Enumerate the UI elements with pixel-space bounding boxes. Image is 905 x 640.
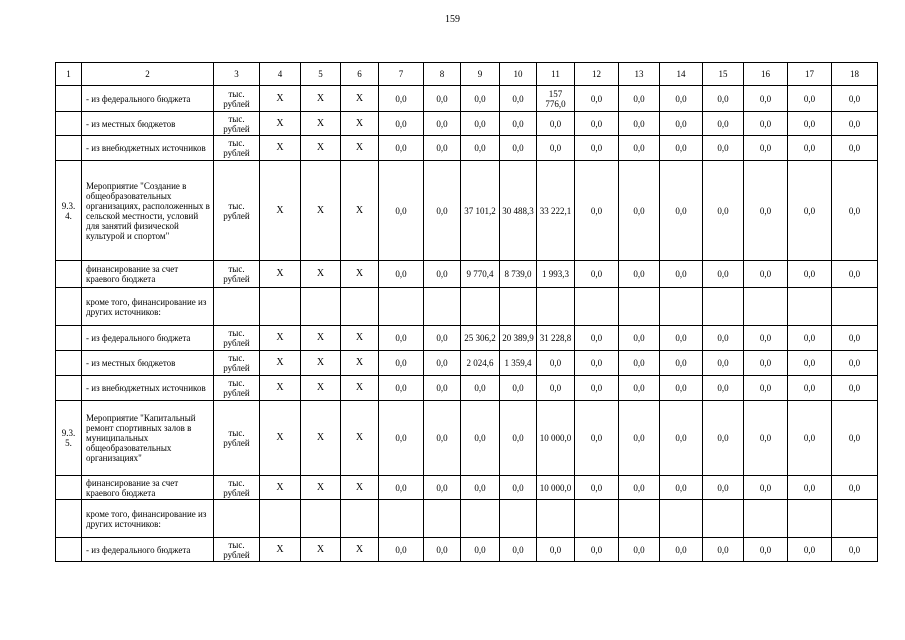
value-cell: 0,0 (619, 112, 660, 136)
item-number-cell (56, 351, 82, 376)
unit-cell: тыс. рублей (214, 136, 260, 161)
value-cell: 0,0 (744, 261, 788, 288)
value-cell (424, 288, 461, 326)
value-cell: 0,0 (537, 538, 575, 562)
value-cell: X (260, 112, 301, 136)
value-cell: 10 000,0 (537, 401, 575, 476)
value-cell: 0,0 (832, 86, 878, 112)
value-cell: 0,0 (575, 261, 619, 288)
value-cell (619, 500, 660, 538)
value-cell: 0,0 (461, 112, 500, 136)
item-number-cell (56, 538, 82, 562)
value-cell: X (260, 538, 301, 562)
item-name-cell: - из федерального бюджета (82, 86, 214, 112)
value-cell: 0,0 (379, 476, 424, 500)
column-header: 17 (788, 63, 832, 86)
value-cell: 0,0 (379, 376, 424, 401)
value-cell (788, 288, 832, 326)
value-cell: 0,0 (703, 112, 744, 136)
value-cell: 0,0 (703, 351, 744, 376)
unit-cell: тыс. рублей (214, 351, 260, 376)
item-number-cell (56, 136, 82, 161)
value-cell: X (341, 326, 379, 351)
column-header: 13 (619, 63, 660, 86)
value-cell: 0,0 (788, 401, 832, 476)
item-name-cell: - из федерального бюджета (82, 538, 214, 562)
value-cell: 0,0 (660, 261, 703, 288)
table-row (56, 538, 878, 562)
value-cell: 31 228,8 (537, 326, 575, 351)
value-cell: 0,0 (575, 136, 619, 161)
table-row (56, 261, 878, 288)
value-cell: X (301, 261, 341, 288)
table-row (56, 500, 878, 538)
value-cell (260, 500, 301, 538)
value-cell: 0,0 (660, 86, 703, 112)
item-name-cell: - из местных бюджетов (82, 112, 214, 136)
value-cell: X (260, 136, 301, 161)
value-cell: 25 306,2 (461, 326, 500, 351)
table-row (56, 351, 878, 376)
column-header: 5 (301, 63, 341, 86)
unit-cell: тыс. рублей (214, 161, 260, 261)
value-cell: 0,0 (619, 86, 660, 112)
value-cell: X (341, 161, 379, 261)
value-cell: 10 000,0 (537, 476, 575, 500)
column-header: 3 (214, 63, 260, 86)
value-cell: X (341, 376, 379, 401)
value-cell: 0,0 (619, 476, 660, 500)
value-cell: 0,0 (424, 476, 461, 500)
value-cell: 0,0 (461, 401, 500, 476)
table-row (56, 161, 878, 261)
value-cell: 0,0 (703, 538, 744, 562)
value-cell: X (260, 376, 301, 401)
item-number-cell: 9.3. 4. (56, 161, 82, 261)
value-cell: 0,0 (832, 136, 878, 161)
value-cell: 0,0 (461, 476, 500, 500)
value-cell: 0,0 (537, 136, 575, 161)
value-cell: 0,0 (832, 261, 878, 288)
value-cell: 0,0 (379, 351, 424, 376)
value-cell: 0,0 (461, 86, 500, 112)
value-cell: 0,0 (500, 538, 537, 562)
value-cell: 0,0 (461, 136, 500, 161)
column-header: 15 (703, 63, 744, 86)
unit-cell: тыс. рублей (214, 476, 260, 500)
value-cell: 0,0 (744, 476, 788, 500)
value-cell: 0,0 (575, 112, 619, 136)
value-cell: 0,0 (744, 86, 788, 112)
value-cell: X (301, 86, 341, 112)
value-cell: X (301, 401, 341, 476)
value-cell (500, 288, 537, 326)
value-cell: 0,0 (788, 326, 832, 351)
value-cell: X (260, 476, 301, 500)
value-cell: 0,0 (832, 326, 878, 351)
item-number-cell (56, 476, 82, 500)
value-cell: 0,0 (379, 86, 424, 112)
table-row (56, 401, 878, 476)
value-cell: 0,0 (744, 376, 788, 401)
value-cell: 0,0 (619, 261, 660, 288)
value-cell: 8 739,0 (500, 261, 537, 288)
item-number-cell (56, 288, 82, 326)
value-cell: X (341, 401, 379, 476)
value-cell: 0,0 (537, 112, 575, 136)
value-cell: 0,0 (703, 326, 744, 351)
value-cell: 0,0 (424, 261, 461, 288)
value-cell: 0,0 (660, 112, 703, 136)
value-cell: 1 359,4 (500, 351, 537, 376)
value-cell (461, 500, 500, 538)
value-cell: 157 776,0 (537, 86, 575, 112)
value-cell: 2 024,6 (461, 351, 500, 376)
column-header: 6 (341, 63, 379, 86)
table-row (56, 288, 878, 326)
column-header: 10 (500, 63, 537, 86)
value-cell: 0,0 (575, 476, 619, 500)
value-cell: 0,0 (788, 538, 832, 562)
value-cell: 0,0 (619, 161, 660, 261)
value-cell: 0,0 (379, 161, 424, 261)
value-cell: 0,0 (703, 136, 744, 161)
column-header: 2 (82, 63, 214, 86)
value-cell: 0,0 (619, 351, 660, 376)
value-cell (832, 288, 878, 326)
value-cell: 0,0 (379, 261, 424, 288)
value-cell (379, 288, 424, 326)
value-cell: 0,0 (660, 401, 703, 476)
value-cell: 0,0 (744, 401, 788, 476)
value-cell: 33 222,1 (537, 161, 575, 261)
value-cell: X (301, 326, 341, 351)
column-header: 12 (575, 63, 619, 86)
value-cell (301, 288, 341, 326)
value-cell: 0,0 (788, 261, 832, 288)
item-name-cell: - из федерального бюджета (82, 326, 214, 351)
value-cell (500, 500, 537, 538)
value-cell: 0,0 (619, 326, 660, 351)
unit-cell: тыс. рублей (214, 376, 260, 401)
value-cell: 0,0 (660, 136, 703, 161)
value-cell: 0,0 (744, 326, 788, 351)
value-cell: 0,0 (575, 401, 619, 476)
value-cell: 0,0 (424, 136, 461, 161)
value-cell: 0,0 (500, 136, 537, 161)
column-header: 9 (461, 63, 500, 86)
value-cell: 0,0 (619, 538, 660, 562)
value-cell (660, 500, 703, 538)
item-name-cell: финансирование за счет краевого бюджета (82, 261, 214, 288)
value-cell: 0,0 (660, 326, 703, 351)
value-cell: 9 770,4 (461, 261, 500, 288)
value-cell (703, 288, 744, 326)
unit-cell (214, 288, 260, 326)
item-number-cell (56, 261, 82, 288)
value-cell: X (301, 136, 341, 161)
value-cell: 0,0 (660, 376, 703, 401)
value-cell: 20 389,9 (500, 326, 537, 351)
value-cell: X (341, 476, 379, 500)
column-header: 8 (424, 63, 461, 86)
value-cell: 37 101,2 (461, 161, 500, 261)
value-cell: 0,0 (788, 376, 832, 401)
column-header: 18 (832, 63, 878, 86)
column-header: 4 (260, 63, 301, 86)
value-cell (788, 500, 832, 538)
value-cell: X (260, 326, 301, 351)
item-name-cell: Мероприятие "Создание в общеобразовательных организациях, расположенных в сельской местности, условий для занятий физической культурой и спортом" (82, 161, 214, 261)
value-cell: 0,0 (832, 376, 878, 401)
value-cell: 0,0 (703, 161, 744, 261)
value-cell: 0,0 (703, 376, 744, 401)
value-cell: X (301, 112, 341, 136)
value-cell: 0,0 (575, 326, 619, 351)
value-cell (461, 288, 500, 326)
value-cell: 0,0 (788, 112, 832, 136)
value-cell: X (301, 161, 341, 261)
value-cell (379, 500, 424, 538)
value-cell: 0,0 (703, 476, 744, 500)
header-row (56, 63, 878, 86)
table-row (56, 476, 878, 500)
item-number-cell: 9.3. 5. (56, 401, 82, 476)
item-name-cell: - из внебюджетных источников (82, 376, 214, 401)
value-cell: 1 993,3 (537, 261, 575, 288)
value-cell: 0,0 (500, 476, 537, 500)
value-cell: 0,0 (461, 538, 500, 562)
table-row (56, 326, 878, 351)
value-cell: 0,0 (575, 161, 619, 261)
column-header: 16 (744, 63, 788, 86)
value-cell: 0,0 (424, 161, 461, 261)
value-cell: 0,0 (703, 86, 744, 112)
item-name-cell: Мероприятие "Капитальный ремонт спортивных залов в муниципальных общеобразовательных организациях" (82, 401, 214, 476)
value-cell: X (260, 261, 301, 288)
value-cell: 0,0 (424, 326, 461, 351)
value-cell: 0,0 (424, 112, 461, 136)
item-number-cell (56, 112, 82, 136)
value-cell: 0,0 (500, 376, 537, 401)
value-cell: 0,0 (379, 112, 424, 136)
value-cell: X (301, 476, 341, 500)
value-cell: X (260, 161, 301, 261)
value-cell: 0,0 (832, 112, 878, 136)
value-cell: 0,0 (744, 136, 788, 161)
item-name-cell: финансирование за счет краевого бюджета (82, 476, 214, 500)
value-cell: 0,0 (379, 326, 424, 351)
value-cell: 0,0 (788, 161, 832, 261)
value-cell: 0,0 (424, 401, 461, 476)
value-cell: 0,0 (379, 136, 424, 161)
value-cell (744, 500, 788, 538)
value-cell (703, 500, 744, 538)
value-cell: X (341, 136, 379, 161)
column-header: 14 (660, 63, 703, 86)
value-cell (341, 288, 379, 326)
item-number-cell (56, 500, 82, 538)
value-cell: 0,0 (832, 538, 878, 562)
value-cell: 0,0 (537, 376, 575, 401)
value-cell (575, 500, 619, 538)
table-row (56, 136, 878, 161)
page-number: 159 (445, 14, 460, 25)
value-cell: 0,0 (788, 476, 832, 500)
value-cell: X (341, 351, 379, 376)
value-cell (537, 500, 575, 538)
value-cell: X (301, 351, 341, 376)
table-row (56, 376, 878, 401)
value-cell: 0,0 (788, 351, 832, 376)
value-cell (341, 500, 379, 538)
value-cell (619, 288, 660, 326)
value-cell: 0,0 (832, 161, 878, 261)
column-header: 11 (537, 63, 575, 86)
value-cell: X (301, 538, 341, 562)
value-cell: 0,0 (424, 376, 461, 401)
unit-cell: тыс. рублей (214, 86, 260, 112)
value-cell: 0,0 (379, 401, 424, 476)
value-cell: X (341, 112, 379, 136)
value-cell: 0,0 (619, 136, 660, 161)
unit-cell: тыс. рублей (214, 401, 260, 476)
value-cell: 0,0 (575, 351, 619, 376)
value-cell: 0,0 (703, 261, 744, 288)
unit-cell: тыс. рублей (214, 112, 260, 136)
value-cell: X (260, 401, 301, 476)
value-cell: X (260, 86, 301, 112)
value-cell (301, 500, 341, 538)
unit-cell: тыс. рублей (214, 326, 260, 351)
value-cell: 0,0 (500, 86, 537, 112)
value-cell: 0,0 (424, 351, 461, 376)
value-cell: 0,0 (575, 538, 619, 562)
value-cell: 0,0 (461, 376, 500, 401)
item-number-cell (56, 376, 82, 401)
value-cell (832, 500, 878, 538)
value-cell (537, 288, 575, 326)
value-cell: 0,0 (575, 86, 619, 112)
unit-cell: тыс. рублей (214, 261, 260, 288)
value-cell: X (341, 261, 379, 288)
value-cell: 0,0 (500, 112, 537, 136)
value-cell: 0,0 (832, 351, 878, 376)
item-name-cell: - из внебюджетных источников (82, 136, 214, 161)
value-cell: 0,0 (619, 401, 660, 476)
value-cell: 0,0 (788, 86, 832, 112)
value-cell: 0,0 (660, 538, 703, 562)
value-cell: X (301, 376, 341, 401)
value-cell (424, 500, 461, 538)
value-cell: 0,0 (379, 538, 424, 562)
value-cell: X (341, 86, 379, 112)
value-cell: 0,0 (537, 351, 575, 376)
value-cell: 0,0 (744, 351, 788, 376)
value-cell: 0,0 (660, 476, 703, 500)
table-row (56, 112, 878, 136)
column-header: 7 (379, 63, 424, 86)
item-number-cell (56, 86, 82, 112)
table-row (56, 86, 878, 112)
budget-table (55, 62, 878, 562)
value-cell: 0,0 (832, 401, 878, 476)
item-name-cell: кроме того, финансирование из других источников: (82, 500, 214, 538)
value-cell: 0,0 (660, 161, 703, 261)
value-cell: 0,0 (424, 86, 461, 112)
unit-cell (214, 500, 260, 538)
unit-cell: тыс. рублей (214, 538, 260, 562)
item-number-cell (56, 326, 82, 351)
value-cell: X (260, 351, 301, 376)
value-cell (260, 288, 301, 326)
value-cell: 0,0 (424, 538, 461, 562)
item-name-cell: кроме того, финансирование из других источников: (82, 288, 214, 326)
value-cell: 0,0 (744, 538, 788, 562)
value-cell (575, 288, 619, 326)
column-header: 1 (56, 63, 82, 86)
item-name-cell: - из местных бюджетов (82, 351, 214, 376)
value-cell: 0,0 (744, 161, 788, 261)
value-cell: 0,0 (575, 376, 619, 401)
value-cell: 30 488,3 (500, 161, 537, 261)
value-cell: 0,0 (788, 136, 832, 161)
value-cell: 0,0 (744, 112, 788, 136)
value-cell: 0,0 (619, 376, 660, 401)
value-cell (660, 288, 703, 326)
value-cell: 0,0 (703, 401, 744, 476)
value-cell: 0,0 (660, 351, 703, 376)
value-cell (744, 288, 788, 326)
value-cell: 0,0 (832, 476, 878, 500)
value-cell: 0,0 (500, 401, 537, 476)
value-cell: X (341, 538, 379, 562)
